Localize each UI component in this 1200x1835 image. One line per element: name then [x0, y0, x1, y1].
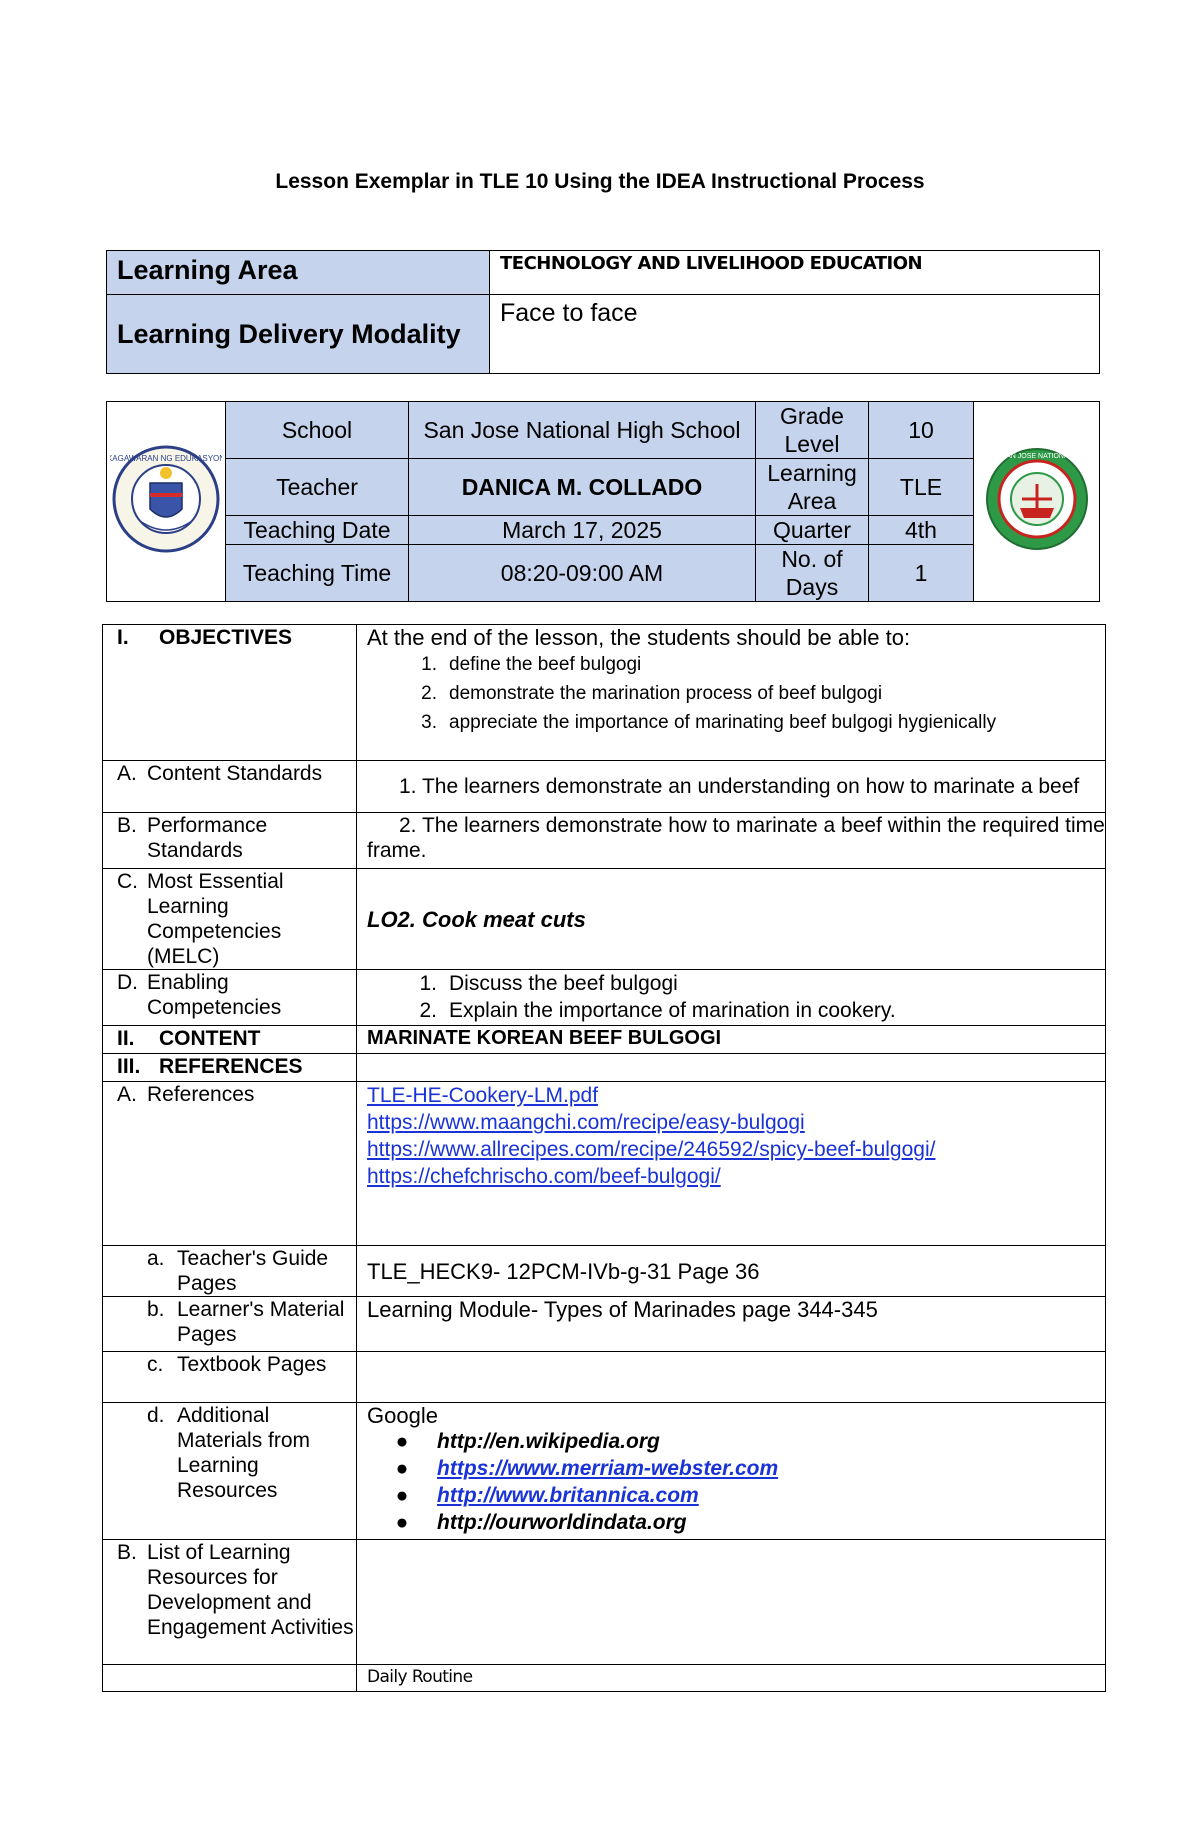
list-item[interactable]: ● http://www.britannica.com	[395, 1484, 699, 1507]
additional-cell	[357, 1403, 1106, 1540]
time-label: Teaching Time	[226, 545, 409, 602]
teacher-guide-value: TLE_HECK9- 12PCM-IVb-g-31 Page 36	[357, 1246, 1106, 1297]
days-label: No. of Days	[756, 545, 869, 602]
references-links-cell	[357, 1082, 1106, 1246]
list-item[interactable]: ● http://en.wikipedia.org	[395, 1430, 660, 1453]
content-standards-value: 1. The learners demonstrate an understanding on how to marinate a beef	[357, 761, 1106, 813]
resources-list-label-cell: B. List of Learning Resources for Development and Engagement Activities	[103, 1540, 357, 1665]
school-value: San Jose National High School	[409, 402, 756, 459]
teacher-guide-label: Teacher's Guide Pages	[177, 1247, 329, 1295]
learning-area-value: TECHNOLOGY AND LIVELIHOOD EDUCATION	[490, 251, 1100, 295]
melc-label: Most Essential Learning Competencies (MELC)	[147, 870, 284, 968]
objectives-list	[367, 650, 1105, 737]
list-item: 2. Explain the importance of marination in cookery.	[419, 999, 896, 1022]
reference-link[interactable]: https://www.maangchi.com/recipe/easy-bulgogi	[367, 1111, 805, 1134]
list-item: 1. Discuss the beef bulgogi	[419, 972, 678, 995]
content-label-cell: II. CONTENT	[103, 1026, 357, 1054]
textbook-label-cell: c. Textbook Pages	[103, 1352, 357, 1403]
reference-link[interactable]: https://www.allrecipes.com/recipe/246592/spicy-beef-bulgogi/	[367, 1138, 936, 1161]
page-title: Lesson Exemplar in TLE 10 Using the IDEA Instructional Process	[275, 170, 925, 193]
learner-material-label: Learner's Material Pages	[177, 1298, 345, 1346]
objectives-num: I.	[117, 626, 129, 649]
objectives-label: OBJECTIVES	[159, 626, 293, 649]
quarter-value: 4th	[869, 516, 974, 545]
list-item[interactable]: ● https://www.merriam-webster.com	[395, 1457, 779, 1480]
area-label: Learning Area	[756, 459, 869, 516]
additional-heading: Google	[367, 1403, 438, 1428]
teacher-value: DANICA M. COLLADO	[409, 459, 756, 516]
references-label: REFERENCES	[159, 1055, 303, 1078]
list-item: 1. define the beef bulgogi	[421, 654, 642, 675]
school-label: School	[226, 402, 409, 459]
learner-material-label-cell: b. Learner's Material Pages	[103, 1297, 357, 1352]
deped-seal-icon	[110, 443, 222, 555]
enabling-list	[367, 970, 1105, 1024]
quarter-label: Quarter	[756, 516, 869, 545]
objectives-cell	[357, 625, 1106, 761]
grade-label: Grade Level	[756, 402, 869, 459]
lesson-table	[102, 624, 1106, 1692]
school-info-table	[106, 401, 1100, 602]
content-standards-label-cell: A. Content Standards	[103, 761, 357, 813]
textbook-value	[357, 1352, 1106, 1403]
reference-link[interactable]: TLE-HE-Cookery-LM.pdf	[367, 1084, 599, 1107]
list-item: 3. appreciate the importance of marinating beef bulgogi hygienically	[421, 712, 997, 733]
list-item: 2. demonstrate the marination process of beef bulgogi	[421, 683, 883, 704]
deped-seal-text: KAGAWARAN NG EDUKASYON	[110, 453, 222, 463]
textbook-label: Textbook Pages	[177, 1353, 327, 1376]
date-label: Teaching Date	[226, 516, 409, 545]
additional-label: Additional Materials from Learning Resources	[177, 1404, 311, 1502]
objectives-label-cell	[103, 625, 357, 761]
days-value: 1	[869, 545, 974, 602]
header-table	[106, 250, 1100, 374]
melc-value: LO2. Cook meat cuts	[357, 869, 1106, 970]
resources-list-label: List of Learning Resources for Development and Engagement Activities	[147, 1541, 354, 1639]
school-seal-text: SAN JOSE NATIONAL	[1000, 452, 1073, 460]
content-value: MARINATE KOREAN BEEF BULGOGI	[357, 1026, 1106, 1054]
references-label-cell: III. REFERENCES	[103, 1054, 357, 1082]
enabling-cell	[357, 970, 1106, 1026]
routine-label: Daily Routine	[357, 1665, 1106, 1692]
references-empty-cell	[357, 1054, 1106, 1082]
content-label: CONTENT	[159, 1027, 261, 1050]
enabling-label-cell: D. Enabling Competencies	[103, 970, 357, 1026]
additional-label-cell: d. Additional Materials from Learning Resources	[103, 1403, 357, 1540]
list-item[interactable]: ● http://ourworldindata.org	[395, 1511, 687, 1534]
modality-label: Learning Delivery Modality	[107, 295, 490, 374]
deped-seal-cell	[107, 402, 226, 602]
routine-left-cell	[103, 1665, 357, 1692]
performance-standards-label-cell: B. Performance Standards	[103, 813, 357, 869]
teacher-label: Teacher	[226, 459, 409, 516]
teacher-guide-label-cell: a. Teacher's Guide Pages	[103, 1246, 357, 1297]
references-a-label-cell: A. References	[103, 1082, 357, 1246]
performance-standards-label: Performance Standards	[147, 814, 268, 862]
references-a-label: References	[147, 1083, 255, 1106]
enabling-label: Enabling Competencies	[147, 971, 282, 1019]
reference-link[interactable]: https://chefchrischo.com/beef-bulgogi/	[367, 1165, 721, 1188]
learner-material-value: Learning Module- Types of Marinades page 344-345	[357, 1297, 1106, 1352]
area-value: TLE	[869, 459, 974, 516]
grade-value: 10	[869, 402, 974, 459]
performance-standards-value: 2. The learners demonstrate how to marinate a beef within the required time frame.	[357, 813, 1106, 869]
melc-label-cell: C. Most Essential Learning Competencies (MELC)	[103, 869, 357, 970]
modality-value: Face to face	[490, 295, 1100, 374]
time-value: 08:20-09:00 AM	[409, 545, 756, 602]
content-standards-label: Content Standards	[147, 762, 323, 785]
school-seal-cell	[974, 402, 1100, 602]
objectives-intro: At the end of the lesson, the students should be able to:	[367, 625, 911, 650]
learning-area-label: Learning Area	[107, 251, 490, 295]
school-seal-icon	[982, 444, 1092, 554]
date-value: March 17, 2025	[409, 516, 756, 545]
resources-list-value	[357, 1540, 1106, 1665]
additional-list	[367, 1428, 1105, 1536]
